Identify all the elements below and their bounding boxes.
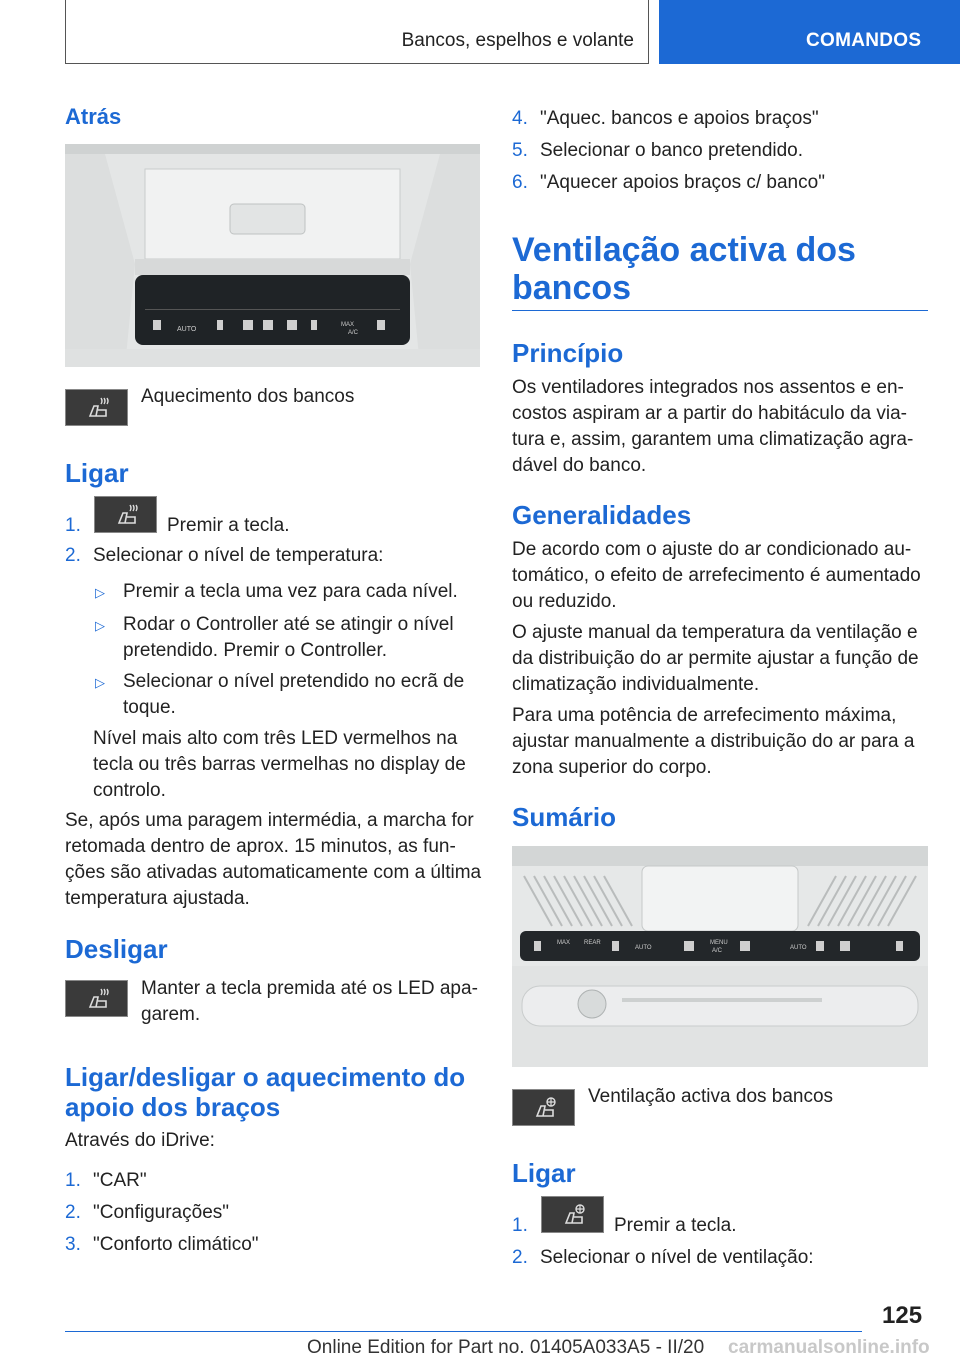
rear-ac-label: A/C <box>348 330 359 336</box>
vent-step-2-text: Selecionar o nível de ventilação: <box>540 1247 814 1268</box>
gen-l4: O ajuste manual da temperatura da ventilação e <box>512 622 918 643</box>
heading-bracos-b: apoio dos braços <box>65 1092 281 1122</box>
step-2-text: Selecionar o nível de temperatura: <box>93 545 384 566</box>
note-line-c: controlo. <box>93 780 166 801</box>
seat-ventilation-icon <box>561 1203 587 1227</box>
principio-l2: costos aspiram ar a partir do habitáculo da via‐ <box>512 403 907 424</box>
seat-heating-button-icon <box>94 496 157 533</box>
bracos-item-1 <box>65 1168 147 1194</box>
desligar-line-a: Manter a tecla premida até os LED apa‐ <box>141 978 478 999</box>
sub-step-1: Premir a tecla uma vez para cada nível. <box>123 581 458 602</box>
heading-principio: Princípio <box>512 338 624 368</box>
front-max-label: MAX <box>557 940 571 946</box>
heading-ligar-ventilacao: Ligar <box>512 1158 576 1188</box>
rear-auto-label: AUTO <box>177 326 197 333</box>
item-number: 2. <box>65 1202 81 1223</box>
heading-desligar: Desligar <box>65 934 168 964</box>
right-item-5 <box>512 138 803 164</box>
heading-ventilacao-b: bancos <box>512 269 632 307</box>
header-section-box <box>65 0 649 64</box>
sub-step-2b: pretendido. Premir o Controller. <box>123 640 388 661</box>
vent-step-2-number: 2. <box>512 1247 528 1268</box>
front-console-illustration <box>512 846 928 1067</box>
item-number: 3. <box>65 1234 81 1255</box>
heading-bracos-a: Ligar/desligar o aquecimento do <box>65 1062 466 1092</box>
step-1 <box>65 513 93 539</box>
front-menu-label: MENU <box>710 940 728 946</box>
seat-ventilation-button-icon <box>541 1196 604 1233</box>
section-title: Bancos, espelhos e volante <box>401 30 634 51</box>
heading-sumario: Sumário <box>512 802 617 832</box>
page-number: 125 <box>882 1302 923 1329</box>
front-auto-label: AUTO <box>635 945 652 951</box>
vent-step-1 <box>512 1213 540 1239</box>
rear-max-label: MAX <box>341 322 355 328</box>
gen-l9: zona superior do corpo. <box>512 757 712 778</box>
sub-step-3b: toque. <box>123 697 176 718</box>
seat-heating-icon <box>85 987 111 1011</box>
gen-l1: De acordo com o ajuste do ar condicionado au‐ <box>512 539 912 560</box>
desligar-line-b: garem. <box>141 1004 201 1025</box>
gen-l2: tomático, o efeito de arrefecimento é aumentado <box>512 565 921 586</box>
vent-step-1-text: Premir a tecla. <box>614 1215 737 1236</box>
seat-heating-caption: Aquecimento dos bancos <box>141 386 355 407</box>
chapter-tab[interactable] <box>659 0 960 64</box>
sub-step-3a: Selecionar o nível pretendido no ecrã de <box>123 671 465 692</box>
item-text: "Aquecer apoios braços c/ banco" <box>540 172 825 193</box>
note-line-a: Nível mais alto com três LED vermelhos na <box>93 728 458 749</box>
seat-heating-key-icon <box>65 980 128 1017</box>
step-2-number: 2. <box>65 545 81 566</box>
seat-heating-key-icon <box>65 389 128 426</box>
seat-heating-icon <box>85 396 111 420</box>
gen-l5: da distribuição do ar permite ajustar a função de <box>512 648 919 669</box>
step-2 <box>65 543 383 569</box>
heading-ventilacao-a: Ventilação activa dos <box>512 231 856 269</box>
section-divider <box>512 310 928 311</box>
heading-generalidades: Generalidades <box>512 500 692 530</box>
gen-l6: climatização individualmente. <box>512 674 760 695</box>
right-item-6 <box>512 170 825 196</box>
front-auto-right-label: AUTO <box>790 945 807 951</box>
principio-l3: tura e, assim, garantem uma climatização agra‐ <box>512 429 914 450</box>
principio-l1: Os ventiladores integrados nos assentos e en‐ <box>512 377 904 398</box>
item-text: "Configurações" <box>93 1202 230 1223</box>
footer-rule <box>65 1331 862 1332</box>
right-item-4 <box>512 106 819 132</box>
item-text: "Conforto climático" <box>93 1234 259 1255</box>
front-climate-panel-photo <box>512 846 928 1067</box>
bracos-intro: Através do iDrive: <box>65 1130 215 1151</box>
vent-step-2 <box>512 1245 814 1271</box>
bullet-triangle-icon: ▷ <box>95 585 105 600</box>
para-line-d: temperatura ajustada. <box>65 888 250 909</box>
gen-l8: ajustar manualmente a distribuição do ar para a <box>512 731 915 752</box>
front-ac-label: A/C <box>712 948 723 954</box>
step-1-number: 1. <box>65 515 81 536</box>
bullet-triangle-icon: ▷ <box>95 618 105 633</box>
front-rear-label: REAR <box>584 940 601 946</box>
gen-l3: ou reduzido. <box>512 591 617 612</box>
bracos-item-3 <box>65 1232 259 1258</box>
step-1-text: Premir a tecla. <box>167 515 290 536</box>
seat-ventilation-icon <box>532 1096 558 1120</box>
rear-climate-panel-photo <box>65 144 480 367</box>
sub-step-2a: Rodar o Controller até se atingir o nível <box>123 614 454 635</box>
watermark: carmanualsonline.info <box>728 1337 930 1358</box>
seat-heating-icon <box>114 503 140 527</box>
seat-ventilation-key-icon <box>512 1089 575 1126</box>
item-number: 6. <box>512 172 528 193</box>
heading-ligar: Ligar <box>65 458 129 488</box>
vent-step-1-number: 1. <box>512 1215 528 1236</box>
note-line-b: tecla ou três barras vermelhas no display de <box>93 754 466 775</box>
edition-line: Online Edition for Part no. 01405A033A5 - II/20 <box>307 1337 705 1358</box>
item-text: "Aquec. bancos e apoios braços" <box>540 108 819 129</box>
rear-console-illustration <box>65 144 480 367</box>
para-line-b: retomada dentro de aprox. 15 minutos, as fun‐ <box>65 836 456 857</box>
item-number: 1. <box>65 1170 81 1191</box>
principio-l4: dável do banco. <box>512 455 647 476</box>
gen-l7: Para uma potência de arrefecimento máxima, <box>512 705 897 726</box>
item-text: "CAR" <box>93 1170 147 1191</box>
item-number: 5. <box>512 140 528 161</box>
item-number: 4. <box>512 108 528 129</box>
bullet-triangle-icon: ▷ <box>95 675 105 690</box>
para-line-a: Se, após uma paragem intermédia, a marcha for <box>65 810 474 831</box>
chapter-title: COMANDOS <box>806 30 922 51</box>
bracos-item-2 <box>65 1200 229 1226</box>
seat-ventilation-caption: Ventilação activa dos bancos <box>588 1086 834 1107</box>
heading-atras: Atrás <box>65 104 122 129</box>
item-text: Selecionar o banco pretendido. <box>540 140 804 161</box>
para-line-c: ções são ativadas automaticamente com a última <box>65 862 482 883</box>
